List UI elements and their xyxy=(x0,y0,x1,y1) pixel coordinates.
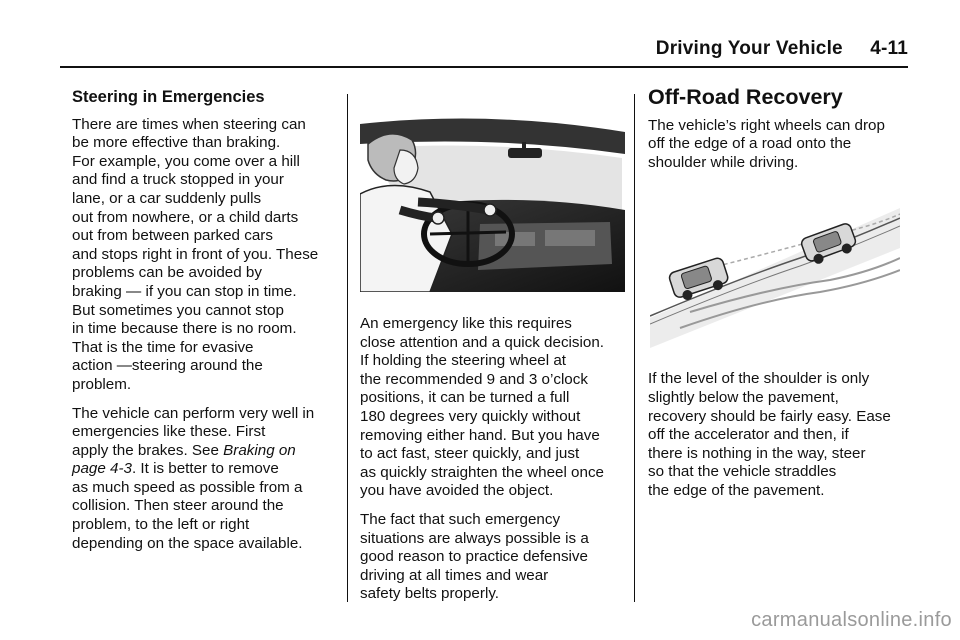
text-line: problems can be avoided by xyxy=(72,264,262,282)
text-line: emergencies like these. First xyxy=(72,423,266,441)
text-line xyxy=(72,442,340,461)
text-line: driving at all times and wear xyxy=(360,566,549,584)
text-line: off the accelerator and then, if xyxy=(648,426,849,444)
column-divider xyxy=(347,94,348,602)
text-line: and find a truck stopped in your xyxy=(72,171,284,189)
text-run: apply the brakes. See xyxy=(72,441,224,459)
section-heading: Off-Road Recovery xyxy=(648,85,843,109)
text-line: out from between parked cars xyxy=(72,227,273,245)
text-line: in time because there is no room. xyxy=(72,320,297,338)
column-divider xyxy=(634,94,635,602)
page-header-title: Driving Your Vehicle 4-11 xyxy=(655,38,908,59)
text-line: as much speed as possible from a xyxy=(72,478,303,496)
page-header xyxy=(60,36,908,68)
text-line: removing either hand. But you have xyxy=(360,426,600,444)
text-line: off the edge of a road onto the xyxy=(648,135,852,153)
cross-reference-link[interactable]: page 4-3 xyxy=(72,460,132,478)
text-line: out from nowhere, or a child darts xyxy=(72,208,299,226)
text-line: as quickly straighten the wheel once xyxy=(360,463,604,481)
text-line: positions, it can be turned a full xyxy=(360,389,570,407)
text-line: The vehicle’s right wheels can drop xyxy=(648,116,885,134)
text-line: shoulder while driving. xyxy=(648,153,799,171)
text-line: But sometimes you cannot stop xyxy=(72,301,284,319)
paragraph xyxy=(648,370,910,500)
text-line: to act fast, steer quickly, and just xyxy=(360,445,580,463)
text-line: problem, to the left or right xyxy=(72,516,250,534)
cross-reference-link[interactable]: Braking on xyxy=(223,441,296,459)
text-line: If the level of the shoulder is only xyxy=(648,370,870,388)
text-line: There are times when steering can xyxy=(72,115,306,133)
text-run: . It is better to remove xyxy=(131,460,279,478)
text-line xyxy=(72,460,340,479)
text-line: safety belts properly. xyxy=(360,585,500,603)
paragraph xyxy=(72,405,340,554)
driver-steering-illustration xyxy=(360,114,625,292)
text-line: The fact that such emergency xyxy=(360,510,561,528)
text-line: the recommended 9 and 3 o’clock xyxy=(360,370,588,388)
text-line: depending on the space available. xyxy=(72,534,303,552)
text-line: If holding the steering wheel at xyxy=(360,352,567,370)
text-line: braking — if you can stop in time. xyxy=(72,282,297,300)
text-line: be more effective than braking. xyxy=(72,134,281,152)
paragraph xyxy=(360,511,625,604)
text-line: For example, you come over a hill xyxy=(72,152,300,170)
paragraph xyxy=(72,116,340,395)
column-middle xyxy=(360,96,625,614)
text-line: you have avoided the object. xyxy=(360,482,554,500)
text-line: situations are always possible is a xyxy=(360,529,589,547)
off-road-recovery-illustration xyxy=(650,188,900,348)
column-off-road-recovery xyxy=(648,82,910,511)
text-line: action —steering around the xyxy=(72,357,263,375)
text-line: so that the vehicle straddles xyxy=(648,463,837,481)
text-line: The vehicle can perform very well in xyxy=(72,404,315,422)
text-line: problem. xyxy=(72,375,132,393)
paragraph xyxy=(360,315,625,501)
paragraph xyxy=(648,117,910,173)
text-line: there is nothing in the way, steer xyxy=(648,444,866,462)
text-line: An emergency like this requires xyxy=(360,315,572,332)
column-steering-in-emergencies xyxy=(72,82,340,563)
text-line: slightly below the pavement, xyxy=(648,388,839,406)
site-watermark: carmanualsonline.info xyxy=(751,609,952,631)
text-line: 180 degrees very quickly without xyxy=(360,407,581,425)
text-line: That is the time for evasive xyxy=(72,338,254,356)
text-line: collision. Then steer around the xyxy=(72,497,284,515)
text-line: good reason to practice defensive xyxy=(360,548,588,566)
text-line: and stops right in front of you. These xyxy=(72,245,319,263)
text-line: recovery should be fairly easy. Ease xyxy=(648,407,891,425)
text-line: the edge of the pavement. xyxy=(648,481,825,499)
text-line: close attention and a quick decision. xyxy=(360,333,605,351)
section-heading: Steering in Emergencies xyxy=(72,88,265,106)
text-line: lane, or a car suddenly pulls xyxy=(72,189,262,207)
